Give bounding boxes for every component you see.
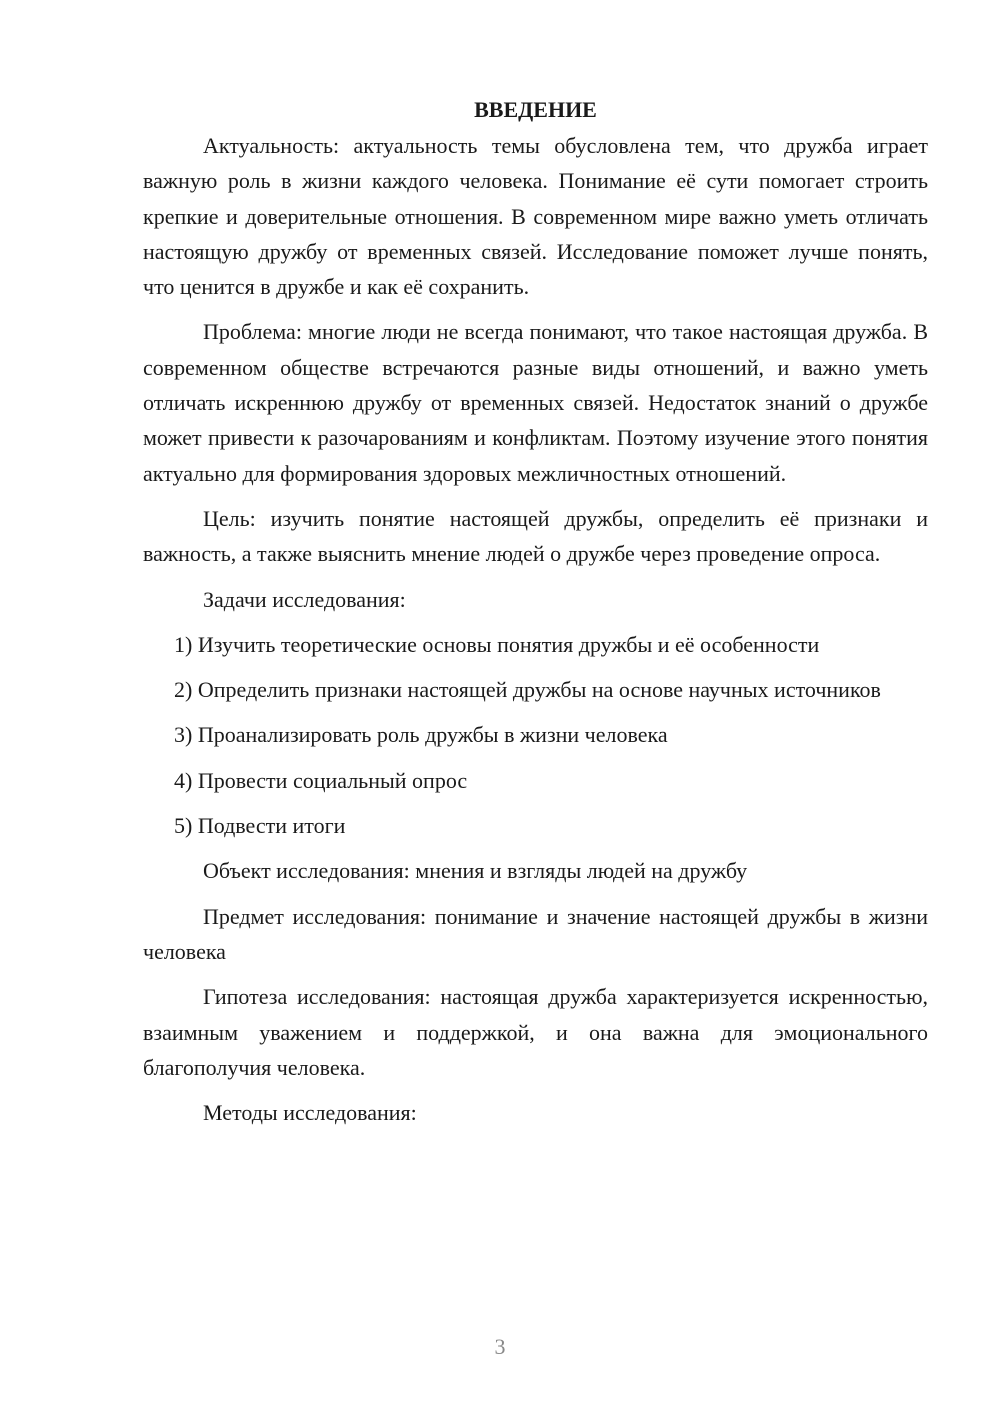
task-item-1: 1) Изучить теоретические основы понятия дружбы и её особенности: [174, 631, 820, 657]
document-page: [143, 94, 928, 1140]
task-item-4: 4) Провести социальный опрос: [174, 767, 468, 793]
section-title: ВВЕДЕНИЕ: [474, 97, 597, 122]
paragraph-tasks-heading: Задачи исследования:: [203, 586, 406, 612]
paragraph-problem: Проблема: многие люди не всегда понимают, что такое настоящая дружба. В современном обществе встречаются разные виды отношений, и важно уметь отличать искреннюю дружбу от временных связей. Недостаток знаний о дружбе может привести к разочарованиям и конфликтам. Поэтому изучение этого понятия актуально для формирования здоровых межличностных отношений.: [143, 319, 928, 486]
task-item-5: 5) Подвести итоги: [174, 813, 346, 839]
paragraph-relevance: Актуальность: актуальность темы обусловлена тем, что дружба играет важную роль в жизни каждого человека. Понимание её сути помогает строить крепкие и доверительные отношения. В современном мире важно уметь отличать настоящую дружбу от временных связей. Исследование поможет лучше понять, что ценится в дружбе и как её сохранить.: [143, 133, 928, 300]
page-number: 3: [494, 1334, 506, 1359]
paragraph-hypothesis: Гипотеза исследования: настоящая дружба характеризуется искренностью, взаимным уважением и поддержкой, и она важна для эмоционального благополучия человека.: [143, 984, 928, 1080]
task-item-3: 3) Проанализировать роль дружбы в жизни человека: [174, 722, 668, 748]
paragraph-goal: Цель: изучить понятие настоящей дружбы, определить её признаки и важность, а также выяснить мнение людей о дружбе через проведение опроса.: [143, 505, 928, 567]
paragraph-object: Объект исследования: мнения и взгляды людей на дружбу: [203, 858, 748, 884]
task-item-2: 2) Определить признаки настоящей дружбы на основе научных источников: [174, 677, 881, 703]
paragraph-methods: Методы исследования:: [203, 1100, 417, 1126]
paragraph-subject: Предмет исследования: понимание и значение настоящей дружбы в жизни человека: [143, 903, 928, 964]
